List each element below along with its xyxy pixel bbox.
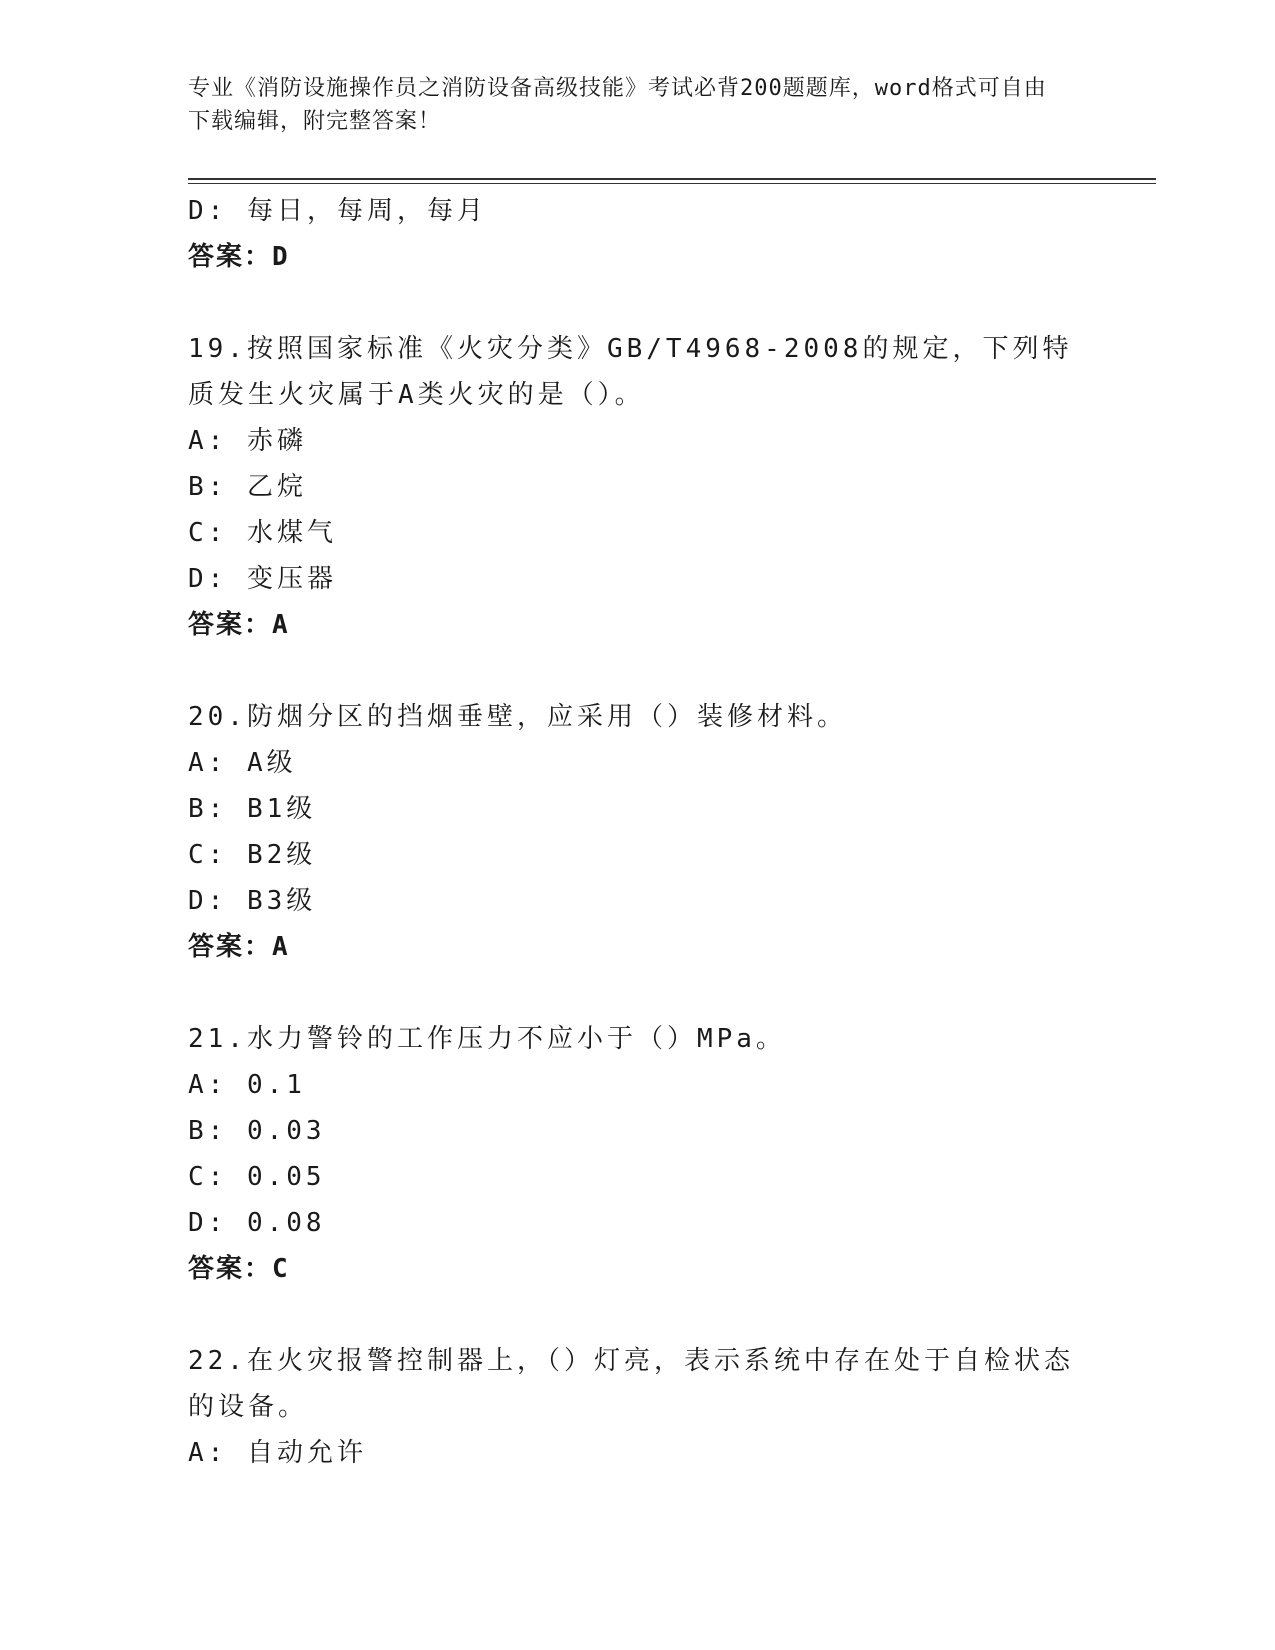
question-22	[188, 1338, 1088, 1476]
question-stem: 21.水力警铃的工作压力不应小于（）MPa。	[188, 1024, 786, 1054]
answer-line: 答案：A	[188, 610, 290, 640]
document-header: 专业《消防设施操作员之消防设备高级技能》考试必背200题题库，word格式可自由下载编辑，附完整答案！	[188, 76, 1047, 134]
answer-line: 答案：C	[188, 1254, 290, 1284]
header-divider-thin	[188, 183, 1156, 184]
question-stem: 19.按照国家标准《火灾分类》GB/T4968-2008的规定，下列特质发生火灾属于A类火灾的是（）。	[188, 334, 1073, 410]
answer-line: 答案：A	[188, 932, 290, 962]
question-21	[188, 1016, 1088, 1292]
option-d: D: B3级	[188, 886, 317, 916]
option-d: D: 每日，每周，每月	[188, 196, 487, 226]
option-c: C: 0.05	[188, 1162, 326, 1192]
option-b: B: 乙烷	[188, 472, 307, 502]
option-b: B: 0.03	[188, 1116, 326, 1146]
option-a: A: 自动允许	[188, 1438, 367, 1468]
document-body	[188, 188, 1088, 1476]
option-a: A: 赤磷	[188, 426, 307, 456]
option-a: A: A级	[188, 748, 297, 778]
question-20	[188, 694, 1088, 970]
option-d: D: 变压器	[188, 564, 337, 594]
question-stem: 22.在火灾报警控制器上，（）灯亮，表示系统中存在处于自检状态的设备。	[188, 1346, 1074, 1422]
question-19	[188, 326, 1088, 648]
option-c: C: B2级	[188, 840, 317, 870]
option-d: D: 0.08	[188, 1208, 326, 1238]
question-stem: 20.防烟分区的挡烟垂壁，应采用（）装修材料。	[188, 702, 847, 732]
previous-question-tail	[188, 188, 1088, 280]
option-a: A: 0.1	[188, 1070, 306, 1100]
option-c: C: 水煤气	[188, 518, 337, 548]
header-divider	[188, 178, 1156, 180]
option-b: B: B1级	[188, 794, 317, 824]
answer-line: 答案：D	[188, 242, 290, 272]
